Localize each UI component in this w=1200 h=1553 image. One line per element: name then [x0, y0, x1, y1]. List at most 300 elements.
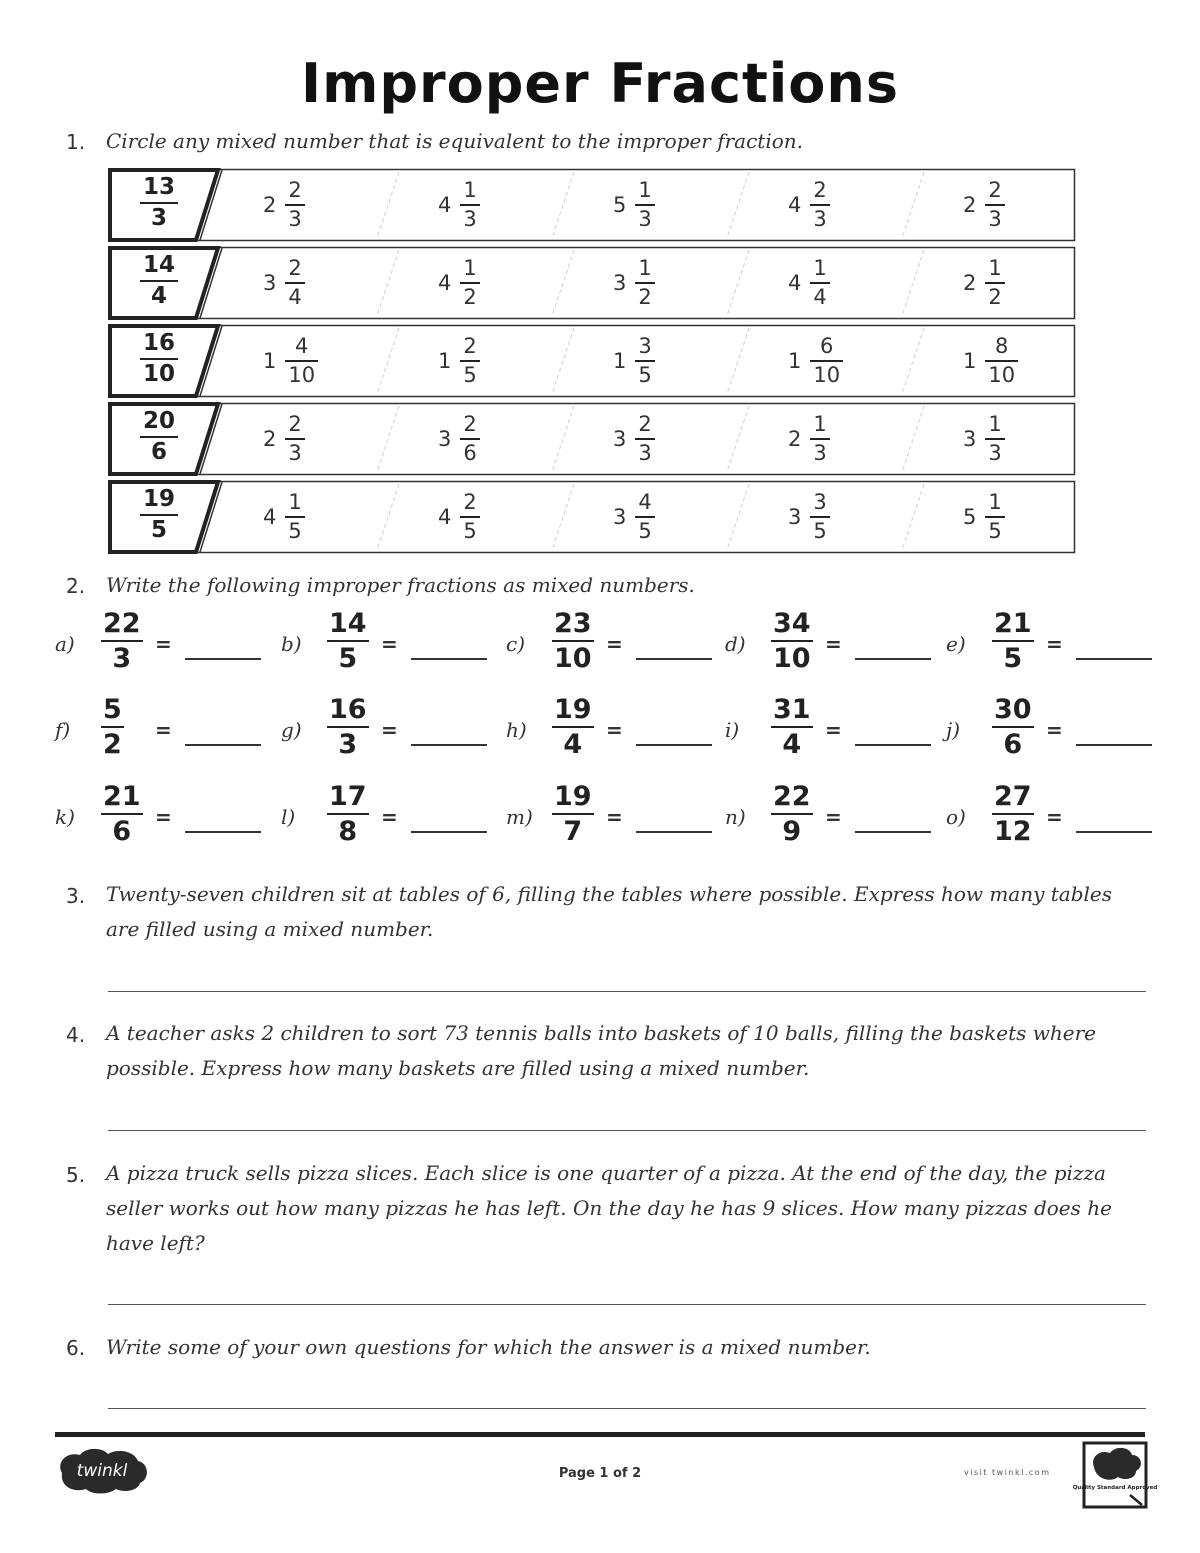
mixed-number-option[interactable] [563, 246, 738, 320]
answer-blank[interactable] [636, 658, 712, 660]
mixed-number [788, 254, 830, 312]
fraction-bar [140, 202, 178, 204]
fraction-bar [635, 516, 654, 518]
target-numerator: 16 [142, 330, 175, 356]
fraction-bar [460, 438, 479, 440]
question-numerator: 34 [773, 608, 811, 639]
question-fraction [327, 696, 369, 758]
mixed-number-option[interactable] [388, 324, 563, 398]
equals-sign: = [825, 632, 842, 656]
question-denominator: 5 [338, 643, 358, 674]
answer-blank[interactable] [185, 831, 261, 833]
answer-blank[interactable] [1076, 831, 1152, 833]
whole-number: 4 [438, 271, 452, 295]
fraction-bar [552, 726, 594, 728]
item-letter: i) [725, 718, 740, 742]
item-letter: o) [946, 805, 966, 829]
option-numerator: 2 [288, 412, 302, 436]
equals-sign: = [155, 805, 172, 829]
whole-number: 3 [788, 505, 802, 529]
option-numerator: 6 [820, 334, 834, 358]
mixed-number-option[interactable] [388, 168, 563, 242]
question-numerator: 31 [773, 694, 811, 725]
question-numerator: 21 [994, 608, 1032, 639]
item-letter: j) [946, 718, 961, 742]
option-denominator: 4 [288, 285, 302, 309]
option-fraction [285, 180, 304, 230]
option-fraction [985, 258, 1004, 308]
question-4-text: A teacher asks 2 children to sort 73 tennis balls into baskets of 10 balls, filling the baskets where possible. Express how many baskets are filled using a mixed number. [106, 1021, 1096, 1080]
question-fraction [992, 696, 1034, 758]
mixed-number [613, 332, 655, 390]
question-2-number: 2. [66, 574, 86, 598]
item-letter: h) [506, 718, 527, 742]
improper-fraction-target [128, 402, 214, 476]
option-fraction [460, 258, 479, 308]
option-denominator: 3 [463, 207, 477, 231]
mixed-number [438, 488, 480, 546]
question-fraction [771, 610, 813, 672]
option-denominator: 3 [288, 207, 302, 231]
answer-blank[interactable] [411, 831, 487, 833]
equals-sign: = [825, 805, 842, 829]
mixed-number-option[interactable] [213, 246, 388, 320]
mixed-number-option[interactable] [738, 168, 913, 242]
whole-number: 3 [263, 271, 277, 295]
question-6-number: 6. [66, 1336, 86, 1360]
option-numerator: 2 [288, 256, 302, 280]
option-fraction [285, 336, 318, 386]
whole-number: 4 [788, 271, 802, 295]
improper-fraction [771, 783, 813, 845]
mixed-number-option[interactable] [213, 480, 388, 554]
option-denominator: 10 [813, 363, 841, 387]
option-numerator: 2 [463, 412, 477, 436]
whole-number: 3 [438, 427, 452, 451]
option-denominator: 3 [288, 441, 302, 465]
question-fraction [327, 610, 369, 672]
question-1-number: 1. [66, 130, 86, 154]
option-fraction [810, 258, 829, 308]
target-denominator: 6 [150, 439, 167, 465]
option-denominator: 10 [988, 363, 1016, 387]
fraction-bar [140, 280, 178, 282]
target-denominator: 10 [142, 361, 175, 387]
option-denominator: 3 [638, 441, 652, 465]
whole-number: 2 [963, 193, 977, 217]
fraction-bar [771, 640, 813, 642]
question-numerator: 19 [554, 781, 592, 812]
question-numerator: 5 [103, 694, 122, 725]
improper-fraction [992, 696, 1034, 758]
mixed-number-option[interactable] [213, 168, 388, 242]
fraction-bar [101, 640, 143, 642]
question-denominator: 4 [782, 729, 802, 760]
question-6-text: Write some of your own questions for which the answer is a mixed number. [106, 1335, 871, 1359]
target-numerator: 19 [142, 486, 175, 512]
question-4-number: 4. [66, 1023, 86, 1047]
fraction-bar [552, 640, 594, 642]
mixed-number-option[interactable] [213, 402, 388, 476]
question-fraction [992, 783, 1034, 845]
improper-fraction-target [128, 480, 214, 554]
mixed-number [613, 176, 655, 234]
mixed-number [438, 254, 480, 312]
footer-rule [55, 1432, 1145, 1437]
whole-number: 2 [263, 427, 277, 451]
mixed-number [263, 176, 305, 234]
fraction-bar [985, 360, 1018, 362]
option-fraction [635, 180, 654, 230]
option-numerator: 1 [813, 412, 827, 436]
option-numerator: 2 [463, 490, 477, 514]
option-denominator: 5 [463, 363, 477, 387]
page-title: Improper Fractions [301, 52, 899, 115]
answer-blank[interactable] [185, 744, 261, 746]
question-numerator: 27 [994, 781, 1032, 812]
question-numerator: 23 [554, 608, 592, 639]
site-link[interactable]: visit twinkl.com [964, 1468, 1051, 1477]
mixed-number [263, 488, 305, 546]
question-fraction [101, 696, 124, 758]
improper-fraction [327, 783, 369, 845]
option-numerator: 1 [288, 490, 302, 514]
answer-blank[interactable] [185, 658, 261, 660]
equals-sign: = [1046, 718, 1063, 742]
item-letter: d) [725, 632, 746, 656]
mixed-number [963, 488, 1005, 546]
option-fraction [810, 336, 843, 386]
option-denominator: 2 [638, 285, 652, 309]
whole-number: 4 [438, 193, 452, 217]
mixed-number [788, 176, 830, 234]
option-denominator: 2 [463, 285, 477, 309]
fraction-bar [460, 204, 479, 206]
option-fraction [810, 492, 829, 542]
question-denominator: 10 [554, 643, 592, 674]
question-6-answer-line[interactable] [108, 1408, 1146, 1409]
mixed-number [788, 410, 830, 468]
improper-fraction-target [128, 246, 214, 320]
question-fraction [552, 696, 594, 758]
improper-fraction [327, 610, 369, 672]
mixed-number [963, 254, 1005, 312]
whole-number: 1 [963, 349, 977, 373]
whole-number: 5 [963, 505, 977, 529]
mixed-number [963, 410, 1005, 468]
logo-text: twinkl [76, 1461, 128, 1481]
option-fraction [635, 414, 654, 464]
fraction-bar [771, 813, 813, 815]
option-numerator: 1 [813, 256, 827, 280]
option-fraction [285, 258, 304, 308]
fraction-bar [992, 726, 1034, 728]
whole-number: 1 [263, 349, 277, 373]
fraction-bar [985, 438, 1004, 440]
fraction-bar [101, 813, 143, 815]
improper-fraction [552, 696, 594, 758]
question-3-answer-line[interactable] [108, 991, 1146, 992]
item-letter: c) [506, 632, 526, 656]
fraction-bar [140, 514, 178, 516]
option-numerator: 8 [995, 334, 1009, 358]
question-fraction [771, 696, 813, 758]
question-2-text: Write the following improper fractions as mixed numbers. [106, 573, 695, 597]
option-numerator: 4 [295, 334, 309, 358]
fraction-bar [101, 726, 124, 728]
option-numerator: 1 [988, 412, 1002, 436]
option-fraction [460, 492, 479, 542]
mixed-number [438, 332, 480, 390]
improper-fraction [101, 610, 143, 672]
fraction-bar [285, 360, 318, 362]
option-fraction [635, 336, 654, 386]
mixed-number [263, 254, 305, 312]
fraction-bar [460, 360, 479, 362]
target-fraction [116, 332, 202, 386]
option-numerator: 1 [638, 178, 652, 202]
option-fraction [635, 492, 654, 542]
mixed-number-option[interactable] [563, 324, 738, 398]
option-fraction [285, 414, 304, 464]
fraction-bar [460, 282, 479, 284]
item-letter: g) [281, 718, 302, 742]
answer-blank[interactable] [855, 744, 931, 746]
fraction-bar [810, 204, 829, 206]
option-numerator: 2 [988, 178, 1002, 202]
mixed-number-option[interactable] [913, 246, 1088, 320]
equals-sign: = [825, 718, 842, 742]
mixed-number-option[interactable] [738, 480, 913, 554]
option-numerator: 3 [813, 490, 827, 514]
answer-blank[interactable] [1076, 658, 1152, 660]
answer-blank[interactable] [1076, 744, 1152, 746]
mixed-number-option[interactable] [913, 168, 1088, 242]
mixed-number [263, 410, 305, 468]
fraction-bar [985, 282, 1004, 284]
question-numerator: 21 [103, 781, 141, 812]
option-fraction [635, 258, 654, 308]
option-fraction [985, 492, 1004, 542]
fraction-bar [460, 516, 479, 518]
grid-row [108, 246, 1076, 320]
improper-fraction [552, 783, 594, 845]
fraction-bar [985, 204, 1004, 206]
option-numerator: 2 [463, 334, 477, 358]
question-numerator: 16 [329, 694, 367, 725]
option-numerator: 3 [638, 334, 652, 358]
option-denominator: 3 [988, 441, 1002, 465]
whole-number: 2 [263, 193, 277, 217]
fraction-matching-grid [108, 168, 1076, 558]
question-numerator: 22 [103, 608, 141, 639]
fraction-bar [285, 282, 304, 284]
question-3-number: 3. [66, 884, 86, 908]
grid-row [108, 402, 1076, 476]
option-numerator: 1 [463, 178, 477, 202]
question-4-answer-line[interactable] [108, 1130, 1146, 1131]
fraction-bar [810, 516, 829, 518]
mixed-number [263, 332, 318, 390]
question-fraction [327, 783, 369, 845]
equals-sign: = [606, 632, 623, 656]
target-numerator: 13 [142, 174, 175, 200]
mixed-number [963, 176, 1005, 234]
grid-row [108, 480, 1076, 554]
target-denominator: 5 [150, 517, 167, 543]
fraction-bar [552, 813, 594, 815]
fraction-bar [810, 438, 829, 440]
option-denominator: 3 [813, 441, 827, 465]
option-denominator: 3 [988, 207, 1002, 231]
whole-number: 2 [963, 271, 977, 295]
fraction-bar [285, 438, 304, 440]
question-denominator: 3 [112, 643, 132, 674]
mixed-number-option[interactable] [213, 324, 388, 398]
whole-number: 4 [263, 505, 277, 529]
improper-fraction [992, 610, 1034, 672]
mixed-number-option[interactable] [388, 480, 563, 554]
mixed-number-option[interactable] [913, 324, 1088, 398]
improper-fraction [101, 783, 143, 845]
mixed-number [788, 332, 843, 390]
target-fraction [116, 176, 202, 230]
improper-fraction [771, 696, 813, 758]
option-numerator: 2 [813, 178, 827, 202]
answer-blank[interactable] [411, 744, 487, 746]
answer-blank[interactable] [411, 658, 487, 660]
item-letter: l) [281, 805, 296, 829]
fraction-bar [992, 640, 1034, 642]
option-fraction [460, 180, 479, 230]
target-fraction [116, 488, 202, 542]
option-denominator: 5 [288, 519, 302, 543]
fraction-bar [810, 282, 829, 284]
question-fraction [101, 783, 143, 845]
question-denominator: 7 [563, 816, 583, 847]
fraction-bar [327, 726, 369, 728]
answer-blank[interactable] [855, 658, 931, 660]
option-fraction [460, 336, 479, 386]
option-denominator: 5 [813, 519, 827, 543]
option-fraction [810, 180, 829, 230]
fraction-bar [810, 360, 843, 362]
option-fraction [985, 414, 1004, 464]
mixed-number-option[interactable] [388, 402, 563, 476]
whole-number: 2 [788, 427, 802, 451]
whole-number: 3 [613, 427, 627, 451]
option-fraction [285, 492, 304, 542]
answer-blank[interactable] [636, 831, 712, 833]
mixed-number-option[interactable] [388, 246, 563, 320]
option-fraction [985, 336, 1018, 386]
option-fraction [985, 180, 1004, 230]
option-denominator: 5 [463, 519, 477, 543]
fraction-bar [327, 640, 369, 642]
improper-fraction [771, 610, 813, 672]
whole-number: 1 [438, 349, 452, 373]
question-denominator: 2 [103, 729, 122, 760]
question-numerator: 19 [554, 694, 592, 725]
item-letter: n) [725, 805, 746, 829]
mixed-number [613, 410, 655, 468]
mixed-number-option[interactable] [913, 480, 1088, 554]
mixed-number [613, 254, 655, 312]
mixed-number-option[interactable] [738, 246, 913, 320]
fraction-bar [327, 813, 369, 815]
item-letter: b) [281, 632, 302, 656]
question-denominator: 5 [1003, 643, 1023, 674]
equals-sign: = [381, 632, 398, 656]
answer-blank[interactable] [636, 744, 712, 746]
fraction-bar [285, 204, 304, 206]
quality-badge-icon [1072, 1441, 1158, 1509]
mixed-number [963, 332, 1018, 390]
question-5-answer-line[interactable] [108, 1304, 1146, 1305]
equals-sign: = [1046, 805, 1063, 829]
option-numerator: 1 [988, 490, 1002, 514]
mixed-number-option[interactable] [563, 168, 738, 242]
question-fraction [552, 783, 594, 845]
whole-number: 1 [788, 349, 802, 373]
item-letter: e) [946, 632, 966, 656]
page-number: Page 1 of 2 [558, 1466, 642, 1481]
target-fraction [116, 410, 202, 464]
mixed-number-option[interactable] [563, 480, 738, 554]
question-denominator: 6 [112, 816, 132, 847]
option-numerator: 2 [288, 178, 302, 202]
badge-text: Quality Standard Approved [1072, 1485, 1158, 1491]
mixed-number [788, 488, 830, 546]
item-letter: k) [55, 805, 75, 829]
whole-number: 5 [613, 193, 627, 217]
grid-row [108, 324, 1076, 398]
question-1-text: Circle any mixed number that is equivalent to the improper fraction. [106, 129, 804, 153]
option-denominator: 6 [463, 441, 477, 465]
option-numerator: 2 [638, 412, 652, 436]
equals-sign: = [155, 632, 172, 656]
option-denominator: 5 [988, 519, 1002, 543]
improper-fraction [327, 696, 369, 758]
target-numerator: 14 [142, 252, 175, 278]
fraction-bar [285, 516, 304, 518]
fraction-bar [140, 436, 178, 438]
mixed-number-option[interactable] [563, 402, 738, 476]
answer-blank[interactable] [855, 831, 931, 833]
item-letter: a) [55, 632, 75, 656]
fraction-bar [635, 360, 654, 362]
option-fraction [810, 414, 829, 464]
mixed-number-option[interactable] [913, 402, 1088, 476]
question-5-number: 5. [66, 1163, 86, 1187]
target-numerator: 20 [142, 408, 175, 434]
mixed-number-option[interactable] [738, 402, 913, 476]
option-numerator: 1 [463, 256, 477, 280]
target-denominator: 4 [150, 283, 167, 309]
question-numerator: 14 [329, 608, 367, 639]
mixed-number-option[interactable] [738, 324, 913, 398]
fraction-bar [140, 358, 178, 360]
question-numerator: 17 [329, 781, 367, 812]
whole-number: 3 [613, 505, 627, 529]
question-denominator: 3 [338, 729, 358, 760]
fraction-bar [635, 438, 654, 440]
fraction-bar [992, 813, 1034, 815]
target-denominator: 3 [150, 205, 167, 231]
question-3-text: Twenty-seven children sit at tables of 6, filling the tables where possible. Express how many tables are filled using a mixed number. [106, 882, 1113, 941]
grid-row [108, 168, 1076, 242]
question-fraction [101, 610, 143, 672]
